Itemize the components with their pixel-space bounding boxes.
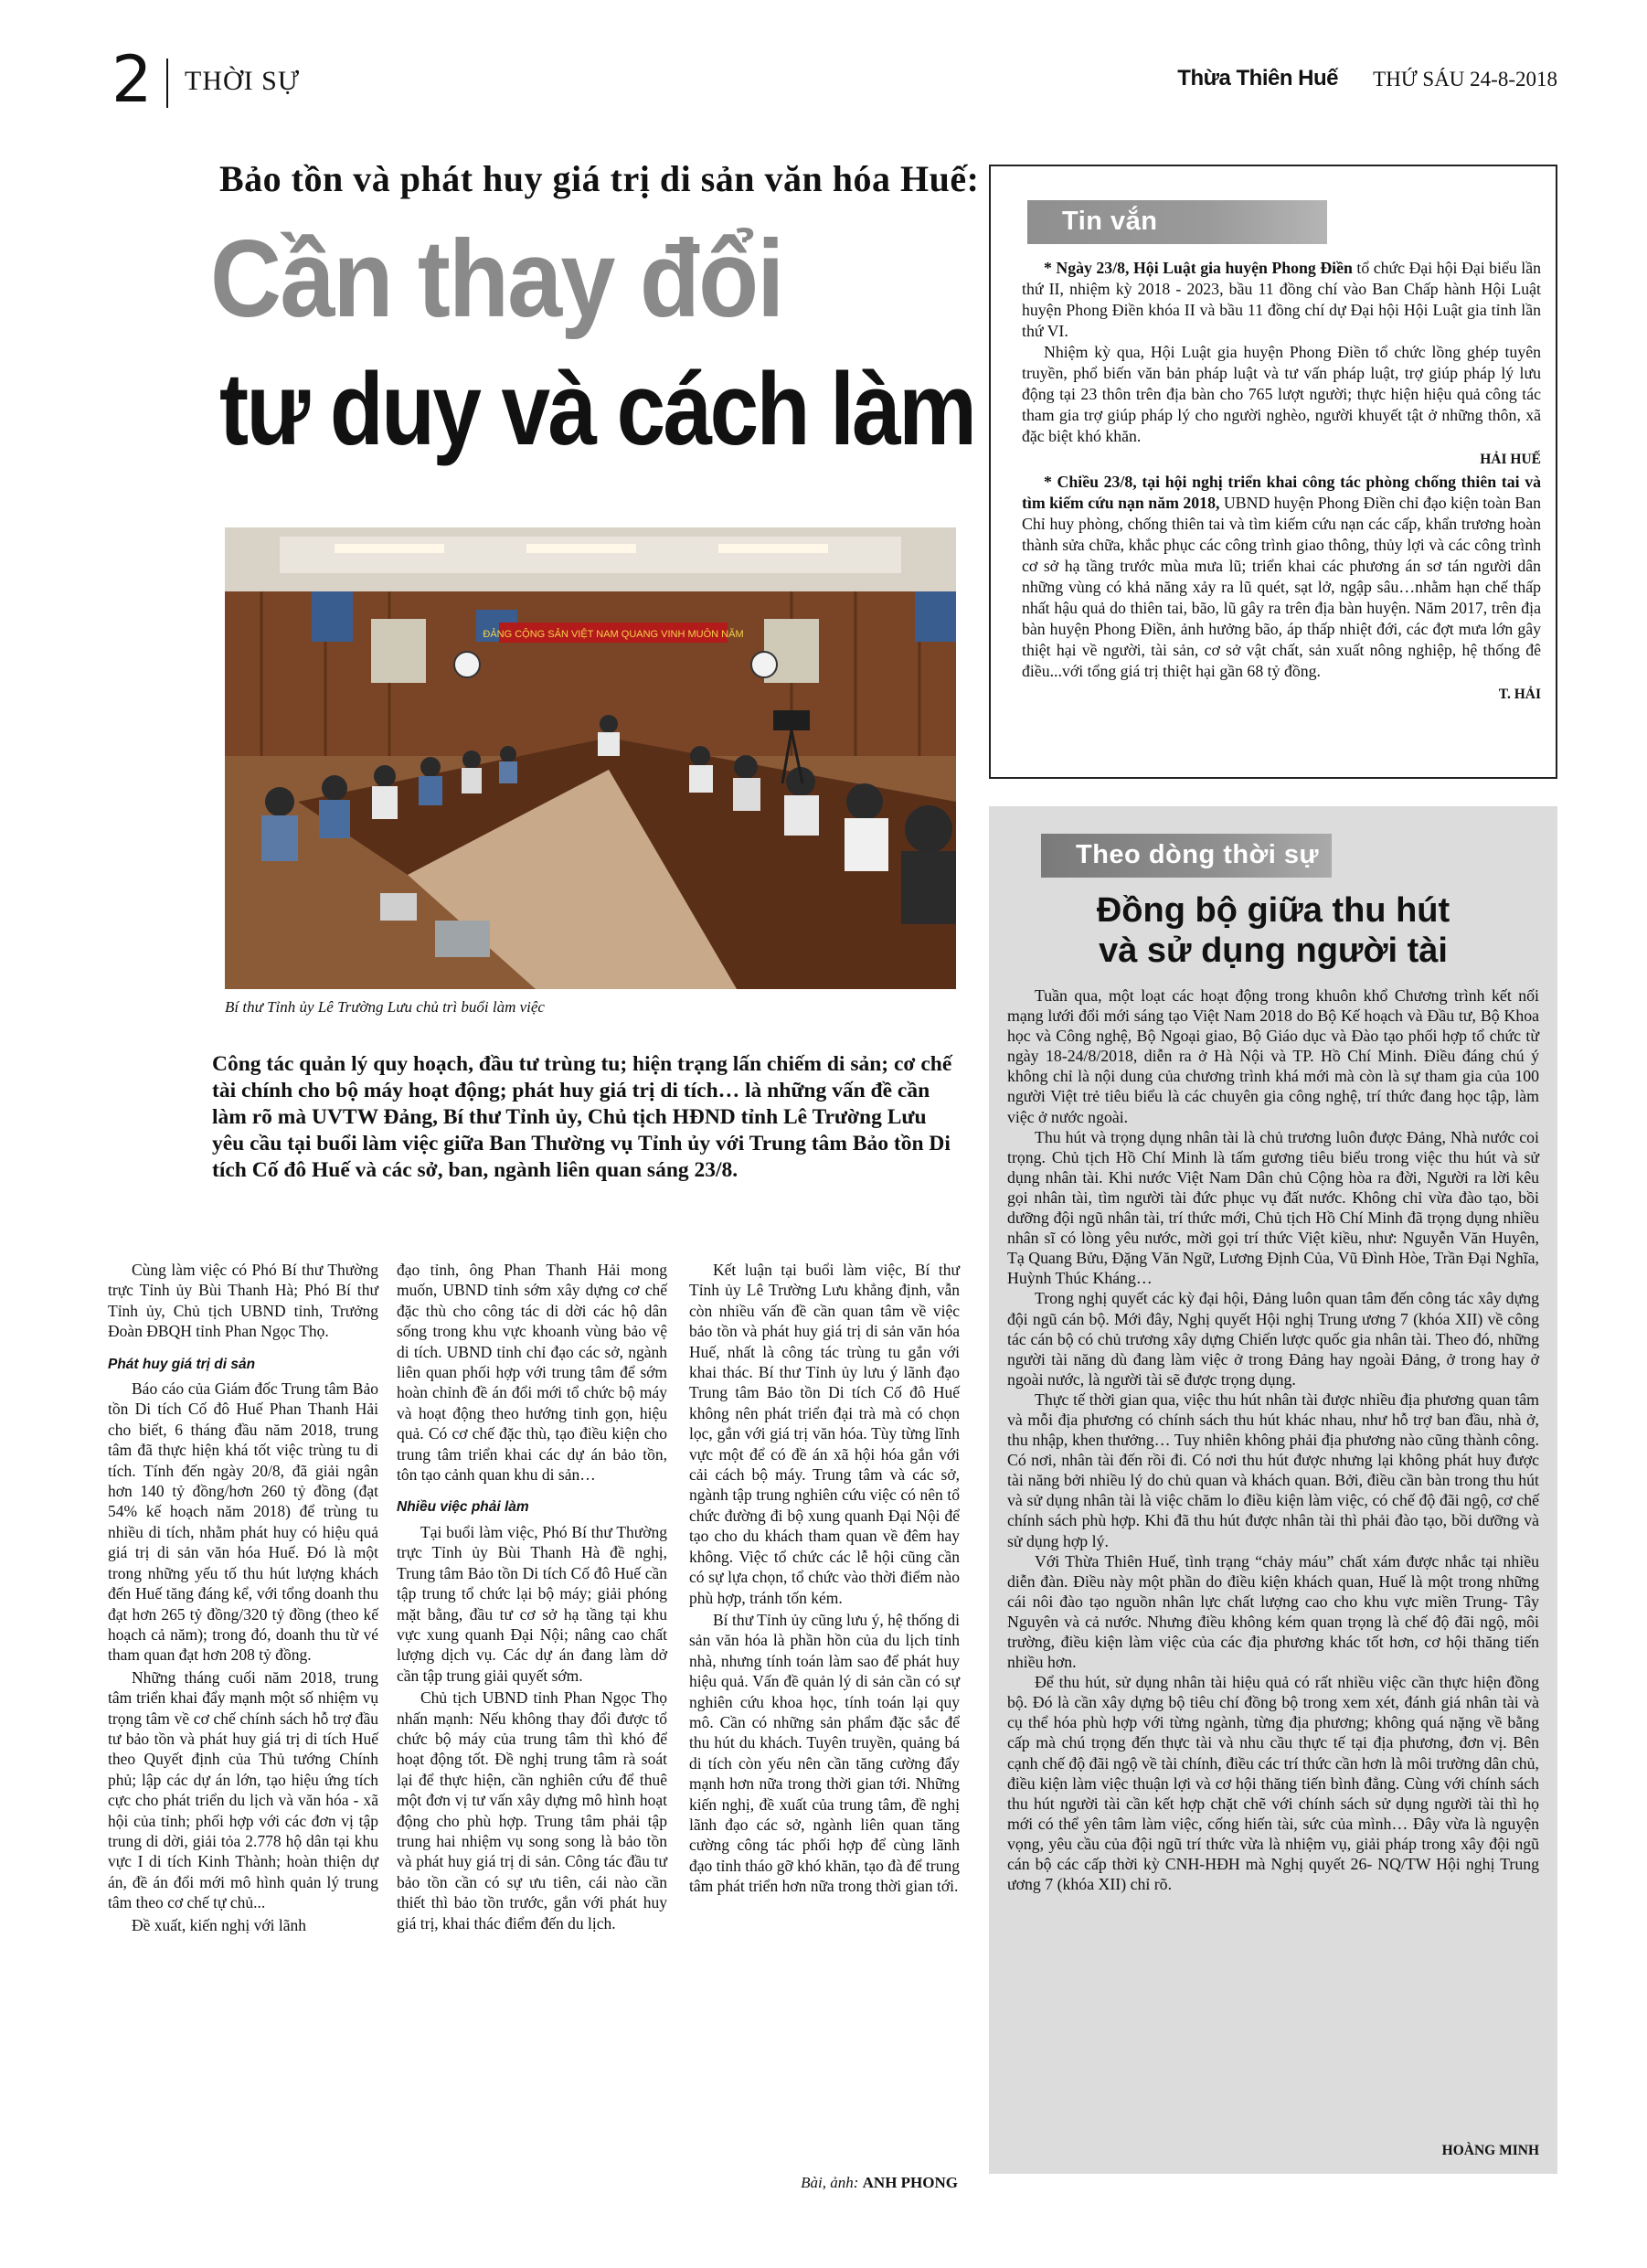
- paragraph: Cùng làm việc có Phó Bí thư Thường trực Tỉnh ủy Bùi Thanh Hà; Phó Bí thư Tỉnh ủy, Chủ tịch UBND tỉnh, Trưởng Đoàn ĐBQH tỉnh Phan Ngọc Thọ.: [108, 1261, 378, 1341]
- news-brief-tag: Tin vắn: [1027, 200, 1327, 244]
- brief-item: [1022, 472, 1541, 682]
- brief-lead: * Chiều 23/8, tại hội nghị triển khai công tác phòng chống thiên tai và tìm kiếm cứu nạn năm 2018,: [1022, 473, 1541, 512]
- brief-text: UBND huyện Phong Điền chỉ đạo kiện toàn Ban Chỉ huy phòng, chống thiên tai và tìm kiếm cứu nạn các cấp, khẩn trương hoàn thành sửa chữa, khắc phục các công trình giao thông, thủy lợi và các công trình cơ sở hạ tầng trước mùa mưa lũ; triển khai các phương án sơ tán người dân những vùng có khả năng xảy ra lũ quét, sạt lở, ngập sâu…nhằm hạn chế thấp nhất hậu quả do thiên tai, bão, lũ gây ra trên địa bàn huyện. Năm 2017, trên địa bàn huyện Phong Điền, ảnh hưởng bão, áp thấp nhiệt đới, các đợt mưa lớn gây thiệt hại về người, tài sản, cơ sở vật chất, sản xuất nông nghiệp, hệ thống đê điều...với tổng giá trị thiệt hại gần 68 tỷ đồng.: [1022, 494, 1541, 680]
- article-kicker: Bảo tồn và phát huy giá trị di sản văn hóa Huế:: [219, 158, 980, 199]
- brief-lead: * Ngày 23/8, Hội Luật gia huyện Phong Điền: [1044, 259, 1353, 277]
- photo-banner: ĐẢNG CỘNG SẢN VIỆT NAM QUANG VINH MUÔN NĂM: [483, 629, 744, 640]
- commentary-title-line-1: Đồng bộ giữa thu hút: [1096, 891, 1450, 930]
- commentary-title-line-2: và sử dụng người tài: [1099, 932, 1448, 970]
- article-lead: Công tác quản lý quy hoạch, đầu tư trùng tu; hiện trạng lấn chiếm di sản; cơ chế tài chính cho bộ máy hoạt động; phát huy giá trị di tích… là những vấn đề cần làm rõ mà UVTW Đảng, Bí thư Tỉnh ủy, Chủ tịch HĐND tỉnh Lê Trường Lưu yêu cầu tại buổi làm việc giữa Ban Thường vụ Tỉnh ủy với Trung tâm Bảo tồn Di tích Cố đô Huế và các sở, ban, ngành liên quan sáng 23/8.: [212, 1052, 952, 1182]
- page-header: [108, 42, 1557, 117]
- commentary-title: [989, 890, 1557, 971]
- brief-item: Nhiệm kỳ qua, Hội Luật gia huyện Phong Điền tổ chức lồng ghép tuyên truyền, phổ biến văn bản pháp luật và tư vấn pháp luật, trợ giúp pháp lý lưu động tại 23 thôn trên địa bàn cho 765 lượt người; thực hiện hiệu quả công tác tham gia trợ giúp pháp lý cho người nghèo, người khuyết tật ở những thôn, xã đặc biệt khó khăn.: [1022, 343, 1541, 445]
- paragraph: Chủ tịch UBND tỉnh Phan Ngọc Thọ nhấn mạnh: Nếu không thay đổi được tổ chức bộ máy của trung tâm thì khó để hoạt động tốt. Đề nghị trung tâm rà soát lại để thực hiện, cần nghiên cứu để thuê một đơn vị tư vấn xây dựng mô hình hoạt động cho phù hợp. Trung tâm phải tập trung hai nhiệm vụ song song là bảo tồn và phát huy giá trị di sản. Công tác đầu tư bảo tồn cần có sự ưu tiên, cái nào cần thiết thì bảo tồn trước, gắn với phát huy giá trị, khai thác điểm đến du lịch.: [397, 1688, 667, 1933]
- commentary-box: [989, 806, 1557, 2174]
- byline-prefix: Bài, ảnh:: [801, 2174, 859, 2191]
- brief-item: [1022, 258, 1541, 342]
- photo-caption: Bí thư Tỉnh ủy Lê Trường Lưu chủ trì buổi làm việc: [225, 998, 545, 1016]
- paragraph: Những tháng cuối năm 2018, trung tâm triển khai đẩy mạnh một số nhiệm vụ trọng tâm về cơ chế chính sách hỗ trợ đầu tư bảo tồn và phát huy giá trị di tích Huế theo Quyết định của Thủ tướng Chính phủ; lập các dự án lớn, tạo hiệu ứng tích cực cho phát triển du lịch và văn hóa - xã hội của tỉnh; phối hợp với các đơn vị tập trung di dời, giải tỏa 2.778 hộ dân tại khu vực I di tích Kinh Thành; hoàn thiện dự án, đề án đổi mới mô hình quản lý trung tâm theo cơ chế tự chủ...: [108, 1667, 378, 1912]
- article-column-2: [397, 1260, 667, 1935]
- issue-date: THỨ SÁU 24-8-2018: [1373, 68, 1557, 91]
- article-column-3: [689, 1260, 960, 1899]
- brief-author: T. HẢI: [1498, 687, 1541, 702]
- meeting-photo: [225, 527, 956, 989]
- news-brief-body: [1022, 258, 1541, 707]
- paragraph: Bí thư Tỉnh ủy cũng lưu ý, hệ thống di sản văn hóa là phần hồn của du lịch tỉnh nhà, nhưng tính toán làm sao để phát huy hiệu quả. Vấn đề quản lý di sản cần có sự nghiên cứu khoa học, tính toán lại quy mô. Cần có những sản phẩm đặc sắc để thu hút du khách. Tuyên truyền, quảng bá di tích còn yếu nên cần tăng cường đẩy mạnh hơn nữa trong thời gian tới. Những kiến nghị, đề xuất của trung tâm, đề nghị lãnh đạo các sở, ngành liên quan tăng cường công tác phối hợp để cùng lãnh đạo tỉnh tháo gỡ khó khăn, tạo đà để trung tâm phát triển hơn nữa trong thời gian tới.: [689, 1610, 960, 1896]
- paragraph: Trong nghị quyết các kỳ đại hội, Đảng luôn quan tâm đến công tác xây dựng đội ngũ cán bộ. Mới đây, Nghị quyết Hội nghị Trung ương 7 (khóa XII) về công tác cán bộ có chủ trương xây dựng Chiến lược quốc gia nhân tài. Theo đó, những người tài năng dù đang làm việc ở trong Đảng hay ngoài Đảng, ở trong hay ở ngoài nước, là người tài sẽ được trọng dụng.: [1007, 1289, 1539, 1389]
- paragraph: Để thu hút, sử dụng nhân tài hiệu quả có rất nhiều việc cần thực hiện đồng bộ. Đó là cần xây dựng bộ tiêu chí đồng bộ trong xem xét, đánh giá nhân tài và cụ thể hóa phù hợp với từng ngành, từng địa phương; không quá nặng về bằng cấp mà chú trọng đến thực tài và nhu cầu thực tế tại địa phương, đơn vị. Bên cạnh chế độ đãi ngộ về tài chính, điều các trí thức cần hơn là môi trường dân chủ, điều kiện làm việc thuận lợi và cơ hội thăng tiến bình đẳng. Cùng với chính sách thu hút người tài cần kết hợp chặt chẽ với chính sách sử dụng người tài thì họ mới có thể yên tâm làm việc, cống hiến tài, sức của mình… Đây vừa là nguyện vọng, yêu cầu của đội ngũ trí thức vừa là nhiệm vụ, giải pháp trong xây đội ngũ cán bộ các cấp thời kỳ CNH-HĐH mà Nghị quyết 26- NQ/TW Hội nghị Trung ương 7 (khóa XII) chỉ rõ.: [1007, 1673, 1539, 1894]
- paragraph: Với Thừa Thiên Huế, tình trạng “chảy máu” chất xám được nhắc tại nhiều diễn đàn. Điều này một phần do điều kiện khách quan, Huế là một trong những cái nôi đào tạo nguồn nhân lực chất lượng cao cho khu vực miền Trung- Tây Nguyên và cả nước. Nhưng điều không kém quan trọng là chế độ đãi ngộ, môi trường, điều kiện làm việc của các địa phương khác tốt hơn, cơ hội thăng tiến nhiều hơn.: [1007, 1551, 1539, 1672]
- news-brief-box: [989, 165, 1557, 779]
- paragraph: Kết luận tại buổi làm việc, Bí thư Tỉnh ủy Lê Trường Lưu khẳng định, vẫn còn nhiều vấn đề cần quan tâm về việc bảo tồn và phát huy giá trị di sản văn hóa Huế, nhất là công tác trùng tu gắn với khai thác. Bí thư Tỉnh ủy lưu ý lãnh đạo Trung tâm Bảo tồn Di tích Cố đô Huế không nên phát triển đại trà mà có chọn lọc, gắn với giá trị văn hóa. Tùy từng lĩnh vực một để có đề án xã hội hóa gắn với cải cách bộ máy. Trung tâm và các sở, ngành tập trung nghiên cứu việc có nên tổ chức đường đi bộ xung quanh Đại Nội để tạo cho du khách tham quan về đêm hay không. Việc tổ chức các lễ hội cũng cần có sự lựa chọn, tổ chức vào thời điểm nào phù hợp, tránh tốn kém.: [689, 1261, 960, 1607]
- paragraph: Thực tế thời gian qua, việc thu hút nhân tài được nhiều địa phương quan tâm và mỗi địa phương có chính sách thu hút khác nhau, như hỗ trợ ban đầu, nhà ở, thu nhập, khen thưởng… Tuy nhiên không phải địa phương nào cũng thành công. Có nơi, nhân tài đến rồi đi. Có nơi thu hút được nhưng lại không phát huy được tài năng bởi nhiều lý do chủ quan và khách quan. Bởi, điều cần bàn trong thu hút và sử dụng nhân tài là việc chăm lo điều kiện làm việc, có chế độ đãi ngộ, cơ chế chính sách phù hợp. Khi đã thu hút được nhân tài thì phải đào tạo, bồi dưỡng và sử dụng hợp lý.: [1007, 1390, 1539, 1550]
- commentary-body: [1007, 985, 1539, 1894]
- brief-text: tổ chức Đại hội Đại biểu lần thứ II, nhiệm kỳ 2018 - 2023, bầu 11 đồng chí vào Ban Chấp hành Hội Luật huyện Phong Điền khóa II và bầu 11 đồng chí dự Đại hội Hội Luật gia tỉnh lần thứ VI.: [1022, 259, 1542, 340]
- commentary-author: HOÀNG MINH: [1441, 2143, 1539, 2158]
- paragraph: đạo tỉnh, ông Phan Thanh Hải mong muốn, UBND tỉnh sớm xây dựng cơ chế đặc thù cho công tác di dời các hộ dân sống trong khu vực khoanh vùng bảo vệ di tích. UBND tỉnh chỉ đạo các sở, ngành liên quan phối hợp với trung tâm để sớm hoàn chỉnh đề án đổi mới tổ chức bộ máy và hoạt động theo hướng tinh gọn, hiệu quả. Có cơ chế đặc thù, tạo điều kiện cho trung tâm triển khai các dự án bảo tồn, tôn tạo cảnh quan khu di sản…: [397, 1261, 667, 1485]
- byline-author: ANH PHONG: [862, 2174, 958, 2191]
- paragraph: Tuần qua, một loạt các hoạt động trong khuôn khổ Chương trình kết nối mạng lưới đổi mới sáng tạo Việt Nam 2018 do Bộ Kế hoạch và Đầu tư, Bộ Khoa học và Công nghệ, Bộ Ngoại giao, Bộ Giáo dục và Đào tạo phối hợp tổ chức từ ngày 18-24/8/2018, diễn ra ở Hà Nội và TP. Hồ Chí Minh. Điều đáng chú ý không chỉ là nội dung của chương trình khá mới mà còn là sự tham gia của 100 người Việt trẻ tiêu biểu là các chuyên gia công nghệ, trí thức đang học tập, làm việc ở nước ngoài.: [1007, 986, 1539, 1126]
- paragraph: Báo cáo của Giám đốc Trung tâm Bảo tồn Di tích Cố đô Huế Phan Thanh Hải cho biết, 6 tháng đầu năm 2018, trung tâm đã thực hiện khá tốt việc trùng tu di tích. Tính đến ngày 20/8, đã giải ngân hơn 140 tỷ đồng/hơn 260 tỷ đồng (đạt 54% kế hoạch năm 2018) để trùng tu nhiều di tích, nhằm phát huy có hiệu quả giá trị di sản văn hóa Huế. Đó là một trong những yếu tố thu hút lượng khách đến Huế tăng đáng kể, với tổng doanh thu đạt hơn 265 tỷ đồng/320 tỷ đồng (theo kế hoạch cả năm); trong đó, doanh thu từ vé tham quan đạt hơn 208 tỷ đồng.: [108, 1379, 378, 1665]
- page-number: 2: [112, 42, 153, 117]
- paragraph: Đề xuất, kiến nghị với lãnh: [132, 1915, 307, 1934]
- meeting-photo-illustration: [225, 527, 956, 989]
- header-divider: [166, 59, 168, 108]
- paragraph: Thu hút và trọng dụng nhân tài là chủ trương luôn được Đảng, Nhà nước coi trọng. Chủ tịch Hồ Chí Minh là tấm gương tiêu biểu trong việc thu hút và sử dụng nhân tài. Khi nước Việt Nam Dân chủ Cộng hòa ra đời, Người ra lời kêu gọi nhân tài, tìm người tài đức phục vụ đất nước. Không chỉ vừa đào tạo, bồi dưỡng đội ngũ nhân tài, trí thức mới, Chủ tịch Hồ Chí Minh đã trọng dụng nhiều nhân sĩ có lòng yêu nước, mời gọi trí thức Việt kiều, như: Nguyễn Văn Huyên, Tạ Quang Bửu, Đặng Văn Ngữ, Lương Định Của, Vũ Đình Hòe, Trần Đại Nghĩa, Huỳnh Thúc Kháng…: [1007, 1127, 1539, 1288]
- subheading: Nhiều việc phải làm: [397, 1499, 529, 1516]
- headline-line-1: Cần thay đổi: [210, 218, 783, 340]
- commentary-tag: Theo dòng thời sự: [1041, 834, 1332, 878]
- brief-author: HẢI HUẾ: [1480, 452, 1541, 467]
- paragraph: Tại buổi làm việc, Phó Bí thư Thường trực Tỉnh ủy Bùi Thanh Hà đề nghị, Trung tâm Bảo tồn Di tích Cố đô Huế cần tập trung tổ chức lại bộ máy; giải phóng mặt bằng, đầu tư cơ sở hạ tầng tại khu vực xung quanh Đại Nội; nâng cao chất lượng dịch vụ. Các dự án đang làm dở cần tập trung giải quyết sớm.: [397, 1522, 667, 1685]
- newspaper-name: Thừa Thiên Huế: [1177, 66, 1338, 91]
- article-column-1: [108, 1260, 378, 1937]
- headline-line-2: tư duy và cách làm: [219, 352, 975, 466]
- subheading: Phát huy giá trị di sản: [108, 1356, 256, 1372]
- article-body: [108, 1260, 963, 2191]
- article-byline: [108, 2174, 963, 2192]
- section-name: THỜI SỰ: [185, 66, 301, 96]
